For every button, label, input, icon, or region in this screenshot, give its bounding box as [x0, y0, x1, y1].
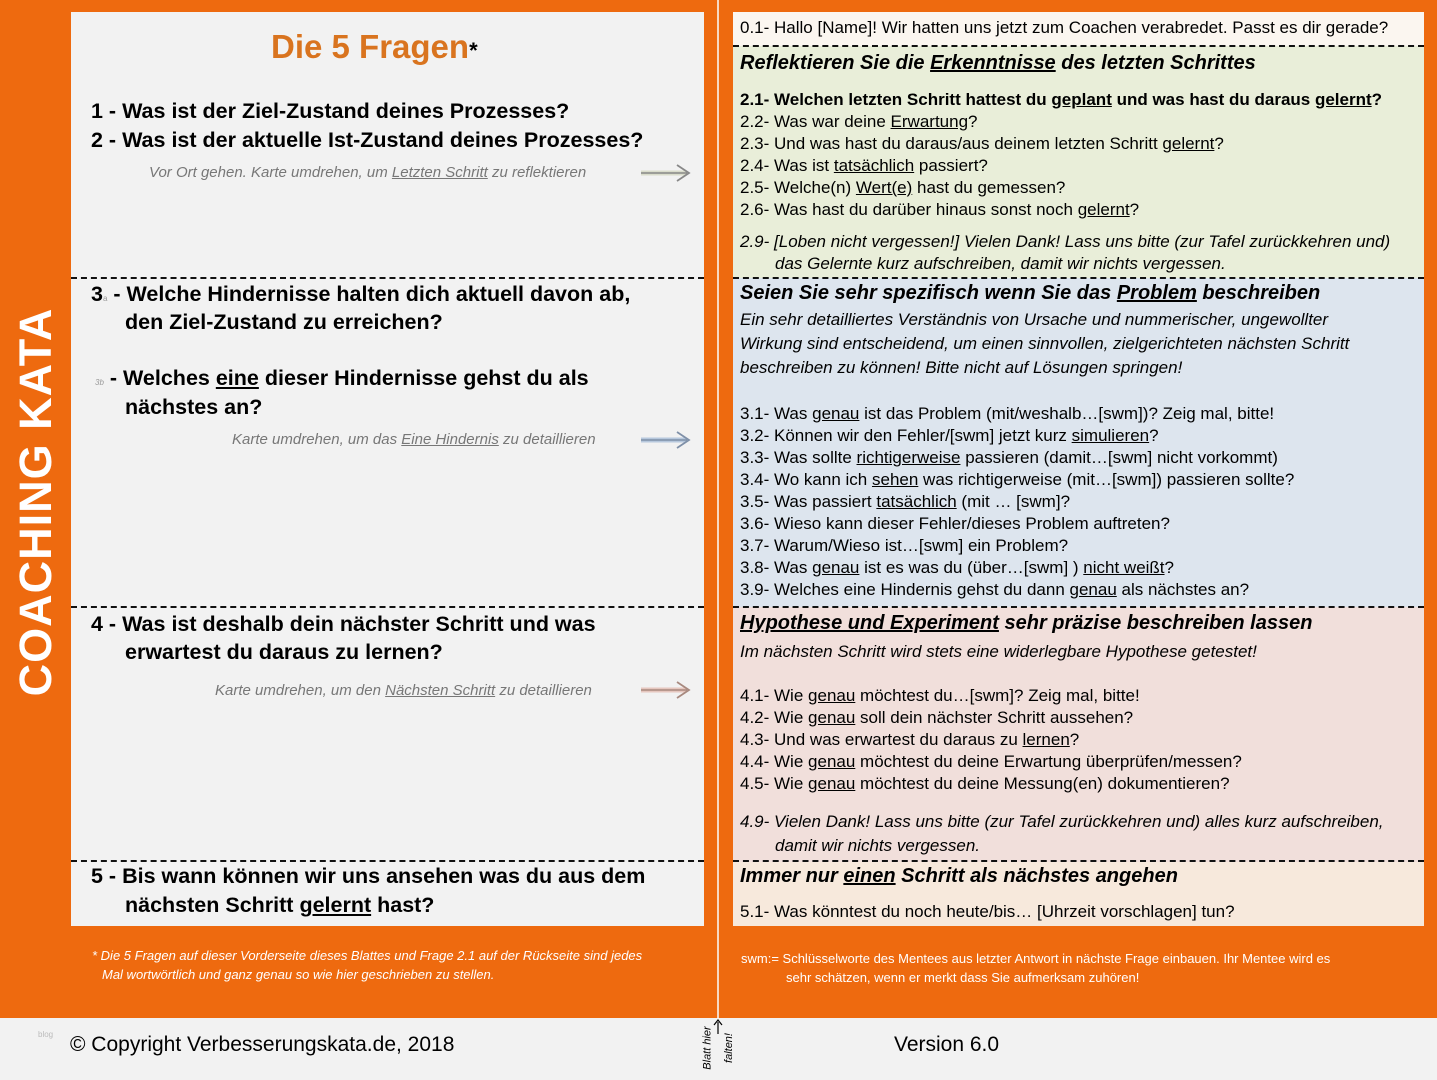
fold-label: Blatt hier falten!: [701, 1026, 735, 1070]
item-3-4: 3.4- Wo kann ich sehen was richtigerweise (mit…[swm]) passieren sollte?: [740, 470, 1295, 489]
title-asterisk: *: [469, 38, 478, 63]
item-3-3: 3.3- Was sollte richtigerweise passieren (damit…[swm] nicht vorkommt): [740, 448, 1278, 467]
left-title: [271, 28, 478, 66]
item-2-4: 2.4- Was ist tatsächlich passiert?: [740, 156, 988, 175]
side-title: [6, 302, 66, 702]
problem-intro-line2: Wirkung sind entscheidend, um einen sinnvollen, zielgerichteten nächsten Schritt: [740, 334, 1350, 353]
item-4-1: 4.1- Wie genau möchtest du…[swm]? Zeig mal, bitte!: [740, 686, 1140, 705]
hint-3-link: Nächsten Schritt: [385, 682, 496, 699]
item-4-9: 4.9- Vielen Dank! Lass uns bitte (zur Tafel zurückkehren und) alles kurz aufschreiben,: [740, 812, 1384, 831]
item-2-2: 2.2- Was war deine Erwartung?: [740, 112, 978, 131]
item-4-2: 4.2- Wie genau soll dein nächster Schritt aussehen?: [740, 708, 1134, 727]
question-2: 2 - Was ist der aktuelle Ist-Zustand deines Prozesses?: [91, 128, 644, 152]
left-panel: [71, 12, 704, 926]
section-hypothesis-heading: Hypothese und Experiment sehr präzise beschreiben lassen: [740, 612, 1313, 634]
hint-3: Karte umdrehen, um den Nächsten Schritt zu detaillieren: [215, 682, 592, 699]
item-4-5: 4.5- Wie genau möchtest du deine Messung(en) dokumentieren?: [740, 774, 1230, 793]
question-3b-line2: nächstes an?: [125, 395, 263, 419]
item-4-9-line2: damit wir nichts vergessen.: [775, 836, 981, 855]
section-reflect: [733, 46, 1424, 278]
divider-dashed-3: [71, 860, 704, 862]
section-hypothesis: [733, 607, 1424, 862]
question-4: 4 - Was ist deshalb dein nächster Schritt und was: [91, 612, 596, 636]
hypothesis-intro: Im nächsten Schritt wird stets eine widerlegbare Hypothese getestet!: [740, 642, 1257, 661]
version: Version 6.0: [894, 1033, 1000, 1056]
hint-2: Karte umdrehen, um das Eine Hindernis zu detaillieren: [232, 431, 596, 448]
hint-1-link: Letzten Schritt: [391, 164, 488, 181]
swm-note: swm:= Schlüsselworte des Mentees aus letzter Antwort in nächste Frage einbauen. Ihr Mentee wird es sehr schätzen, wenn er merkt dass Sie aufmerksam zuhören!: [741, 951, 1331, 985]
hint-1: Vor Ort gehen. Karte umdrehen, um Letzten Schritt zu reflektieren: [149, 164, 587, 181]
question-1: 1 - Was ist der Ziel-Zustand deines Prozesses?: [91, 99, 570, 123]
section-problem: [733, 278, 1424, 607]
divider-dashed-r1: [733, 277, 1424, 279]
divider-dashed-1: [71, 277, 704, 279]
section-next-step-heading: Immer nur einen Schritt als nächstes angehen: [740, 865, 1178, 887]
title-text: Die 5 Fragen: [271, 28, 470, 65]
copyright: © Copyright Verbesserungskata.de, 2018: [70, 1033, 455, 1056]
footer-tiny-text: blog: [38, 1030, 54, 1039]
item-3-6: 3.6- Wieso kann dieser Fehler/dieses Problem auftreten?: [740, 514, 1170, 533]
question-4-line2: erwartest du daraus zu lernen?: [125, 640, 443, 664]
item-4-4: 4.4- Wie genau möchtest du deine Erwartung überprüfen/messen?: [740, 752, 1242, 771]
problem-intro: Ein sehr detailliertes Verständnis von Ursache und nummerischer, ungewollter: [740, 310, 1329, 329]
item-3-2: 3.2- Können wir den Fehler/[swm] jetzt kurz simulieren?: [740, 426, 1159, 445]
divider-dashed-2: [71, 606, 704, 608]
section-greeting: [733, 12, 1424, 46]
divider-dashed-r0: [733, 45, 1424, 47]
hint-2-link: Eine Hindernis: [401, 431, 499, 448]
divider-dashed-r2: [733, 606, 1424, 608]
question-3b: 3b - Welches eine dieser Hindernisse gehst du als: [95, 366, 589, 390]
arrow-right-icon: [639, 429, 695, 451]
section-next-step: [733, 862, 1424, 926]
side-title-text: COACHING KATA: [10, 307, 61, 697]
divider-dashed-r3: [733, 860, 1424, 862]
item-2-3: 2.3- Und was hast du daraus/aus deinem letzten Schritt gelernt?: [740, 134, 1224, 153]
footnote: * Die 5 Fragen auf dieser Vorderseite dieses Blattes und Frage 2.1 auf der Rückseite sind jedes Mal wortwörtlich und ganz genau so wie hier geschrieben zu stellen.: [92, 948, 643, 982]
item-4-3: 4.3- Und was erwartest du daraus zu lernen?: [740, 730, 1080, 749]
section-reflect-heading: Reflektieren Sie die Erkenntnisse des letzten Schrittes: [740, 52, 1256, 74]
right-panel: [733, 12, 1424, 926]
item-2-1: 2.1- Welchen letzten Schritt hattest du geplant und was hast du daraus gelernt?: [740, 90, 1383, 109]
item-3-1: 3.1- Was genau ist das Problem (mit/weshalb…[swm])? Zeig mal, bitte!: [740, 404, 1275, 423]
item-3-7: 3.7- Warum/Wieso ist…[swm] ein Problem?: [740, 536, 1069, 555]
item-2-9-line2: das Gelernte kurz aufschreiben, damit wir nichts vergessen.: [775, 254, 1226, 273]
item-5-1: 5.1- Was könntest du noch heute/bis… [Uhrzeit vorschlagen] tun?: [740, 902, 1235, 921]
question-3a: 3a - Welche Hindernisse halten dich aktuell davon ab,: [91, 282, 631, 306]
item-2-9: 2.9- [Loben nicht vergessen!] Vielen Dank! Lass uns bitte (zur Tafel zurückkehren und): [740, 232, 1391, 251]
item-3-9: 3.9- Welches eine Hindernis gehst du dann genau als nächstes an?: [740, 580, 1250, 599]
problem-intro-line3: beschreiben zu können! Bitte nicht auf Lösungen springen!: [740, 358, 1183, 377]
item-3-5: 3.5- Was passiert tatsächlich (mit … [swm]?: [740, 492, 1071, 511]
arrow-right-icon: [639, 162, 695, 184]
item-0-1: 0.1- Hallo [Name]! Wir hatten uns jetzt zum Coachen verabredet. Passt es dir gerade?: [740, 18, 1389, 37]
section-problem-heading: Seien Sie sehr spezifisch wenn Sie das Problem beschreiben: [740, 282, 1321, 304]
fold-divider: [717, 0, 719, 1018]
item-2-6: 2.6- Was hast du darüber hinaus sonst noch gelernt?: [740, 200, 1140, 219]
question-3a-line2: den Ziel-Zustand zu erreichen?: [125, 310, 443, 334]
question-5-line2: nächsten Schritt gelernt hast?: [125, 893, 435, 917]
arrow-up-icon: [713, 1019, 723, 1035]
arrow-right-icon: [639, 679, 695, 701]
question-5: 5 - Bis wann können wir uns ansehen was du aus dem: [91, 864, 646, 888]
item-2-5: 2.5- Welche(n) Wert(e) hast du gemessen?: [740, 178, 1066, 197]
item-3-8: 3.8- Was genau ist es was du (über…[swm] ) nicht weißt?: [740, 558, 1174, 577]
